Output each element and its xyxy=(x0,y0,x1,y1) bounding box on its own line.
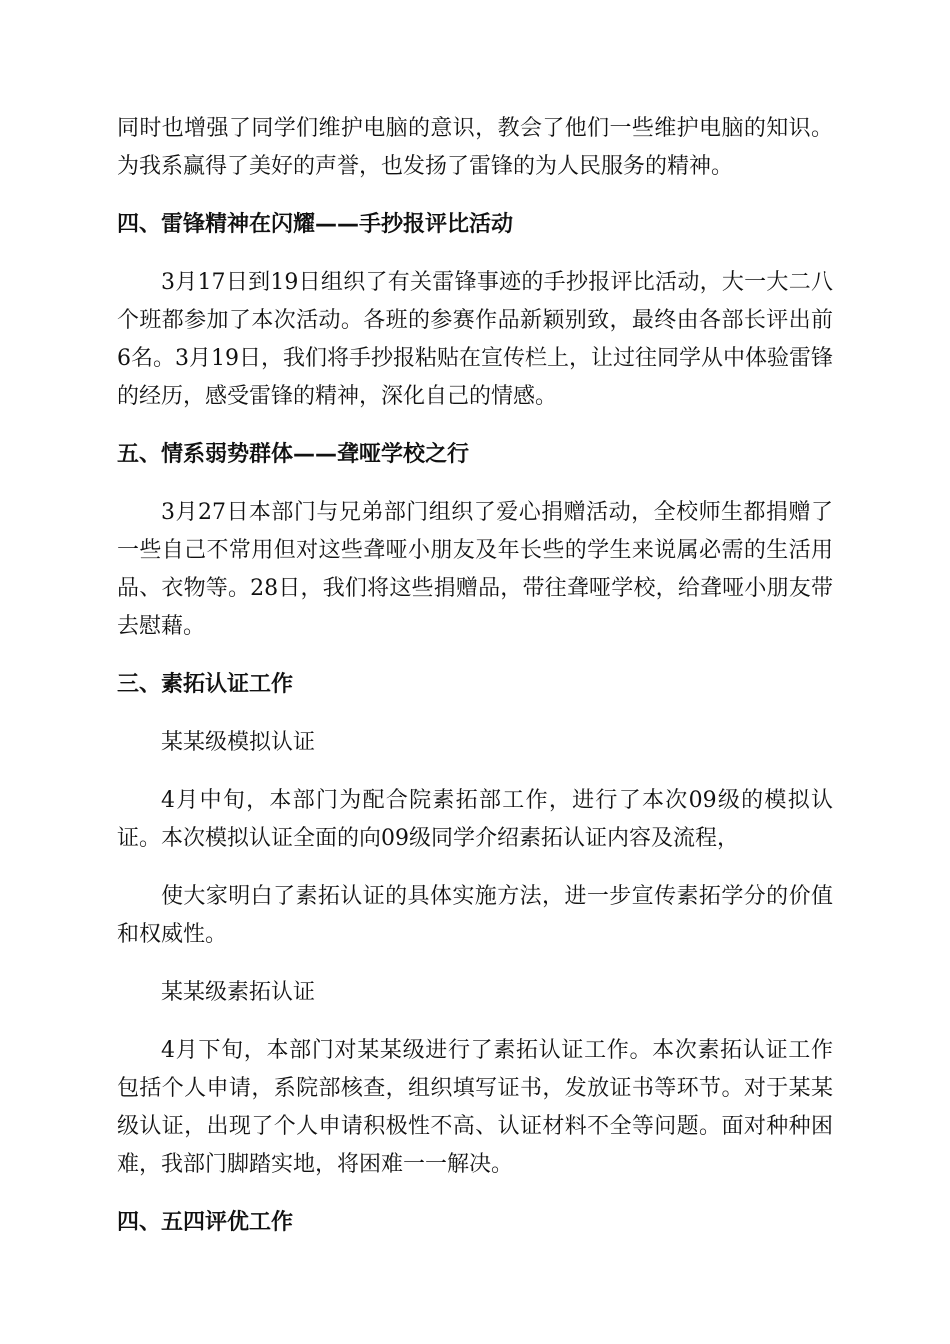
section-heading-may-fourth-awards: 四、五四评优工作 xyxy=(117,1210,294,1235)
paragraph-poster-contest: 3月17日到19日组织了有关雷锋事迹的手抄报评比活动，大一大二八个班都参加了本次活动。各班的参赛作品新颖别致，最终由各部长评出前6名。3月19日，我们将手抄报粘贴在宣传栏上，让过往同学从中体验雷锋的经历，感受雷锋的精神，深化自己的情感。 xyxy=(117,270,833,409)
paragraph-mock-certification-1: 4月中旬，本部门为配合院素拓部工作，进行了本次09级的模拟认证。本次模拟认证全面的向09级同学介绍素拓认证内容及流程， xyxy=(117,788,833,851)
paragraph-mock-certification-2: 使大家明白了素拓认证的具体实施方法，进一步宣传素拓学分的价值和权威性。 xyxy=(117,884,833,947)
subheading-mock-certification: 某某级模拟认证 xyxy=(161,730,316,755)
subheading-certification: 某某级素拓认证 xyxy=(161,980,316,1005)
paragraph-donation: 3月27日本部门与兄弟部门组织了爱心捐赠活动，全校师生都捐赠了一些自己不常用但对这些聋哑小朋友及年长些的学生来说属必需的生活用品、衣物等。28日，我们将这些捐赠品，带往聋哑学校，给聋哑小朋友带去慰藉。 xyxy=(117,500,833,639)
paragraph-certification: 4月下旬，本部门对某某级进行了素拓认证工作。本次素拓认证工作包括个人申请，系院部核查，组织填写证书，发放证书等环节。对于某某级认证，出现了个人申请积极性不高、认证材料不全等问题。面对种种困难，我部门脚踏实地，将困难一一解决。 xyxy=(117,1038,833,1177)
section-heading-leifeng-poster: 四、雷锋精神在闪耀——手抄报评比活动 xyxy=(117,212,514,237)
intro-paragraph: 同时也增强了同学们维护电脑的意识，教会了他们一些维护电脑的知识。为我系赢得了美好的声誉，也发扬了雷锋的为人民服务的精神。 xyxy=(117,116,833,179)
section-heading-deaf-school: 五、情系弱势群体——聋哑学校之行 xyxy=(117,442,470,467)
section-heading-certification: 三、素拓认证工作 xyxy=(117,672,294,697)
document-page xyxy=(117,110,833,1262)
